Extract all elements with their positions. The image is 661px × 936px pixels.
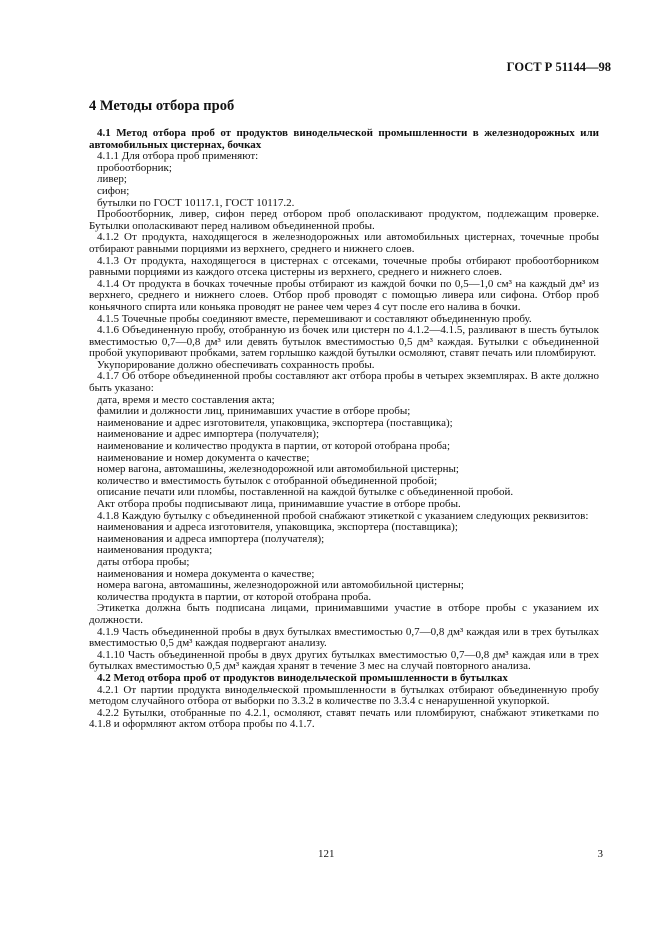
paragraph-4-1-4: 4.1.4 От продукта в бочках точечные пробы отбирают из каждой бочки по 0,5—1,0 см³ на каждый дм³ из верхнего, среднего и нижнего слоев. Отбор проб проводят с помощью ливера или сифона. Отбор проб коньячного спирта или коньяка проводят не ранее чем через 4 сут после его налива в бочки. [89, 277, 599, 313]
list-item: наименование и количество продукта в партии, от которой отобрана проба; [97, 440, 450, 453]
paragraph-4-2-1: 4.2.1 От партии продукта винодельческой промышленности в бутылках отбирают объединенную пробу методом случайного отбора от выборки по 3.3.2 в количестве по 3.3.4 с ненарушенной укупоркой. [89, 683, 599, 708]
subsection-4-2-title: 4.2 Метод отбора проб от продуктов винодельческой промышленности в бутылках [97, 671, 508, 684]
page-number-center: 121 [318, 848, 335, 860]
list-item: количества продукта в партии, от которой отобрана проба. [97, 590, 372, 603]
paragraph-4-1-8: 4.1.8 Каждую бутылку с объединенной пробой снабжают этикеткой с указанием следующих реквизитов: [97, 509, 589, 522]
section-title: 4 Методы отбора проб [89, 98, 235, 114]
list-item: наименования и адреса изготовителя, упаковщика, экспортера (поставщика); [97, 521, 458, 534]
paragraph-4-1-1: 4.1.1 Для отбора проб применяют: [97, 150, 259, 163]
document-body [89, 98, 599, 731]
list-item: ливер; [97, 173, 127, 186]
paragraph-rinse: Пробоотборник, ливер, сифон перед отбором проб ополаскивают продуктом, подлежащим проверке. Бутылки ополаскивают перед наливом объединенной пробы. [89, 208, 599, 232]
standard-number: ГОСТ Р 51144—98 [506, 60, 611, 74]
paragraph-4-1-9: 4.1.9 Часть объединенной пробы в двух бутылках вместимостью 0,7—0,8 дм³ каждая или в трех бутылках вместимостью 0,5 дм³ каждая подвергают анализу. [89, 625, 599, 650]
list-item: наименования и адреса импортера (получателя); [97, 532, 325, 545]
list-item: бутылки по ГОСТ 10117.1, ГОСТ 10117.2. [97, 196, 295, 209]
list-item: наименование и номер документа о качестве; [97, 451, 310, 464]
list-item: наименования и номера документа о качестве; [97, 567, 315, 580]
paragraph-4-1-7: 4.1.7 Об отборе объединенной пробы составляют акт отбора пробы в четырех экземплярах. В акте должно быть указано: [89, 370, 599, 395]
paragraph-4-1-5: 4.1.5 Точечные пробы соединяют вместе, перемешивают и составляют объединенную пробу. [97, 312, 532, 325]
paragraph-4-1-10: 4.1.10 Часть объединенной пробы в двух других бутылках вместимостью 0,7—0,8 дм³ каждая или в трех бутылках вместимостью 0,5 дм³ каждая хранят в течение 3 мес на случай повторного анализа. [89, 648, 599, 673]
paragraph-4-1-2: 4.1.2 От продукта, находящегося в железнодорожных или автомобильных цистернах, точечные пробы отбирают равными порциями из верхнего, среднего и нижнего слоев. [89, 231, 599, 255]
list-item: наименования продукта; [97, 544, 213, 557]
paragraph-4-1-6: 4.1.6 Объединенную пробу, отобранную из бочек или цистерн по 4.1.2—4.1.5, разливают в шесть бутылок вместимостью 0,7—0,8 дм³ или девять бутылок вместимостью 0,5 дм³ каждая. Бутылки с объединенной пробой укупоривают пробками, затем горлышко каждой бутылки осмоляют, ставят печать или пломбируют. [89, 324, 599, 360]
paragraph-act-signed: Акт отбора пробы подписывают лица, принимавшие участие в отборе пробы. [97, 498, 461, 510]
paragraph-4-1-3: 4.1.3 От продукта, находящегося в цистернах с отсеками, точечные пробы отбирают пробоотборником равными порциями из каждого отсека цистерны из верхнего, среднего и нижнего слоев. [89, 254, 599, 279]
list-item: количество и вместимость бутылок с отобранной объединенной пробой; [97, 474, 438, 487]
list-item: наименование и адрес изготовителя, упаковщика, экспортера (поставщика); [97, 416, 453, 429]
list-item: наименование и адрес импортера (получателя); [97, 428, 320, 441]
page-number-right: 3 [597, 848, 603, 860]
list-item: пробоотборник; [97, 161, 172, 174]
paragraph-label-signed: Этикетка должна быть подписана лицами, принимавшими участие в отборе пробы с указанием их должности. [89, 602, 599, 626]
list-item: описание печати или пломбы, поставленной на каждой бутылке с объединенной пробой. [97, 486, 514, 499]
list-item: фамилии и должности лиц, принимавших участие в отборе пробы; [97, 405, 411, 418]
list-item: сифон; [97, 184, 130, 197]
list-item: номера вагона, автомашины, железнодорожной или автомобильной цистерны; [97, 579, 464, 592]
paragraph-seal: Укупорирование должно обеспечивать сохранность пробы. [97, 358, 375, 371]
list-item: номер вагона, автомашины, железнодорожной или автомобильной цистерны; [97, 463, 459, 476]
subsection-4-1-title: 4.1 Метод отбора проб от продуктов винодельческой промышленности в железнодорожных или автомобильных цистернах, бочках [89, 127, 599, 151]
list-item: даты отбора пробы; [97, 555, 190, 568]
paragraph-4-2-2: 4.2.2 Бутылки, отобранные по 4.2.1, осмоляют, ставят печать или пломбируют, снабжают этикетками по 4.1.8 и оформляют актом отбора пробы по 4.1.7. [89, 706, 599, 731]
list-item: дата, время и место составления акта; [97, 393, 275, 406]
